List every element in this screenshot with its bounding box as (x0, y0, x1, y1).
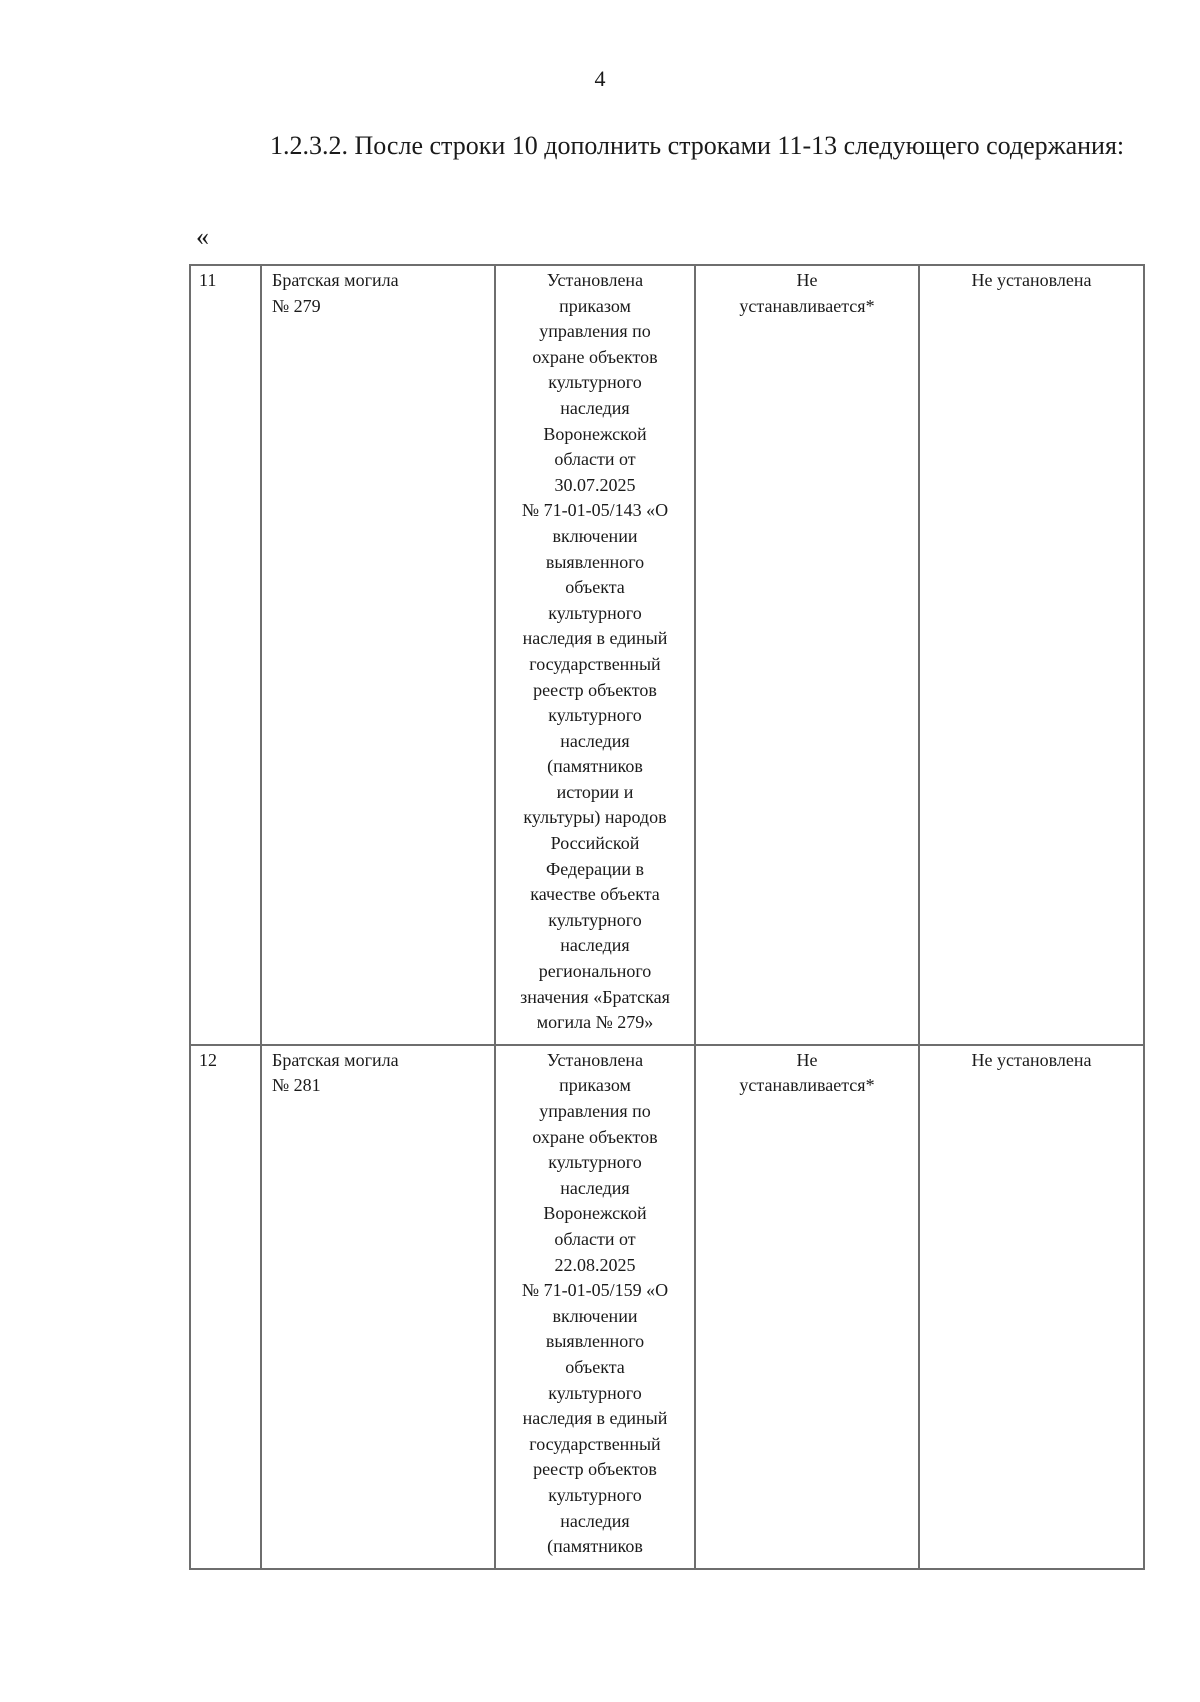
protection-zone: Не установлена (919, 1045, 1144, 1569)
page-number: 4 (594, 66, 606, 91)
table-row (190, 1045, 1144, 1569)
row-number: 12 (190, 1045, 261, 1569)
protection-requirement: Не устанавливается* (695, 265, 919, 1045)
object-name: Братская могила № 281 (261, 1045, 495, 1569)
row-number: 11 (190, 265, 261, 1045)
objects-table (189, 264, 1145, 1570)
object-status: Установлена приказом управления по охране объектов культурного наследия Воронежской области от 30.07.2025 № 71-01-05/143 «О включении выявленного объекта культурного наследия в единый государственный реестр объектов культурного наследия (памятников истории и культуры) народов Российской Федерации в качестве объекта культурного наследия регионального значения «Братская могила № 279» (495, 265, 695, 1045)
table-row (190, 265, 1144, 1045)
object-name: Братская могила № 279 (261, 265, 495, 1045)
opening-quote: « (196, 222, 209, 251)
amendment-paragraph: 1.2.3.2. После строки 10 дополнить строками 11-13 следующего содержания: (270, 131, 1125, 160)
protection-requirement: Не устанавливается* (695, 1045, 919, 1569)
protection-zone: Не установлена (919, 265, 1144, 1045)
object-status: Установлена приказом управления по охране объектов культурного наследия Воронежской области от 22.08.2025 № 71-01-05/159 «О включении выявленного объекта культурного наследия в единый государственный реестр объектов культурного наследия (памятников (495, 1045, 695, 1569)
